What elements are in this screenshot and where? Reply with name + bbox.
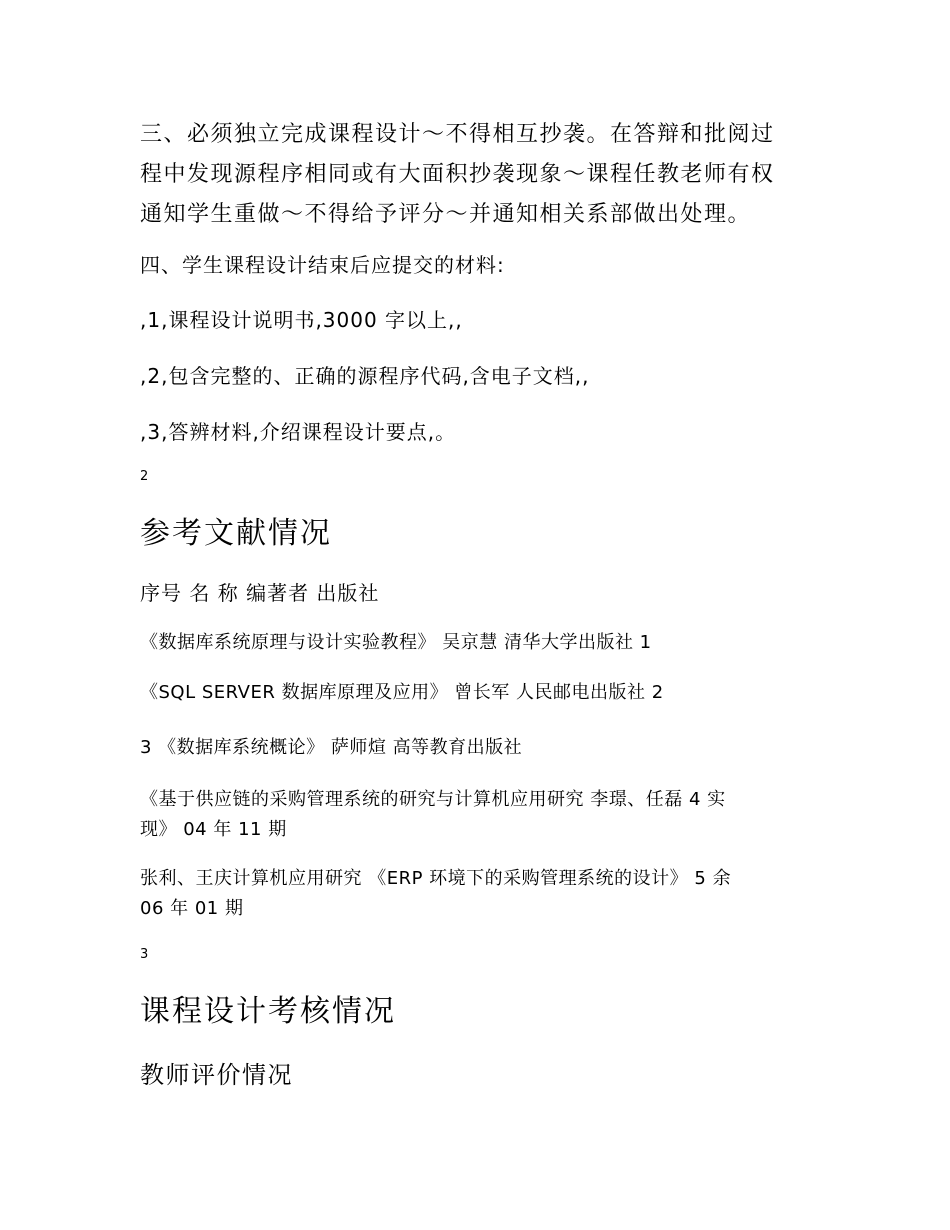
- reference-row: [140, 864, 820, 924]
- reference-row: [140, 678, 820, 708]
- references-title: 参考文献情况: [140, 516, 332, 551]
- reference-row-line: 3 《数据库系统概论》 萨师煊 高等教育出版社: [140, 737, 523, 758]
- rule-3-line: 程中发现源程序相同或有大面积抄袭现象～课程任教老师有权: [140, 162, 775, 187]
- rule-3-line: 通知学生重做～不得给予评分～并通知相关系部做出处理。: [140, 202, 752, 227]
- material-item-3: ,3,答辨材料,介绍课程设计要点,。: [140, 420, 457, 444]
- teacher-evaluation-heading: 教师评价情况: [140, 1061, 293, 1089]
- material-item-1: ,1,课程设计说明书,3000 字以上,,: [140, 308, 463, 332]
- reference-row-line: 《数据库系统原理与设计实验教程》 吴京慧 清华大学出版社 1: [140, 632, 652, 653]
- page-number: 3: [140, 947, 149, 962]
- reference-row: [140, 733, 820, 763]
- reference-row: [140, 628, 820, 658]
- page-number: 2: [140, 469, 149, 484]
- reference-row-line: 《基于供应链的采购管理系统的研究与计算机应用研究 李璟、任磊 4 实: [140, 789, 726, 810]
- reference-row: [140, 785, 820, 845]
- references-header: 序号 名 称 编著者 出版社: [140, 581, 380, 605]
- assessment-title: 课程设计考核情况: [140, 994, 396, 1029]
- material-item-2: ,2,包含完整的、正确的源程序代码,含电子文档,,: [140, 364, 590, 388]
- reference-row-line: 《SQL SERVER 数据库原理及应用》 曾长军 人民邮电出版社 2: [140, 682, 664, 703]
- reference-row-line: 06 年 01 期: [140, 898, 244, 919]
- rule-4-heading: 四、学生课程设计结束后应提交的材料:: [140, 253, 505, 277]
- rule-3-paragraph: [140, 115, 820, 235]
- reference-row-line: 现》 04 年 11 期: [140, 819, 287, 840]
- rule-3-line: 三、必须独立完成课程设计～不得相互抄袭。在答辩和批阅过: [140, 122, 775, 147]
- reference-row-line: 张利、王庆计算机应用研究 《ERP 环境下的采购管理系统的设计》 5 余: [140, 868, 732, 889]
